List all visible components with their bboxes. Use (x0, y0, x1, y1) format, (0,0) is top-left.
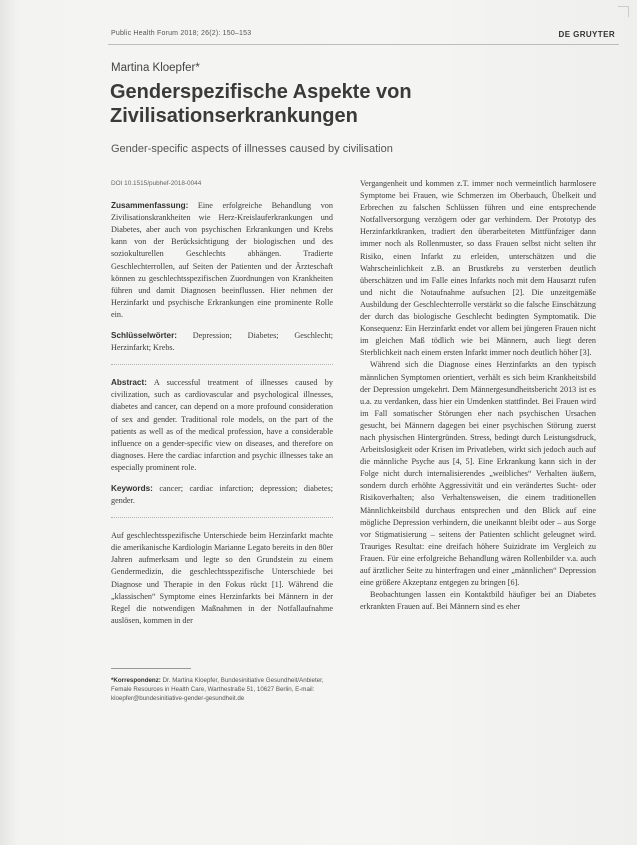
page-corner-mark (618, 6, 629, 17)
schluesselwoerter-text: Depression; Diabetes; Geschlecht; Herzinfarkt; Krebs. (111, 331, 333, 353)
publisher-logo: DE GRUYTER (558, 30, 615, 39)
footnote-rule (111, 668, 191, 669)
journal-citation: Public Health Forum 2018; 26(2): 150–153 (111, 30, 252, 37)
body-paragraph: Auf geschlechtsspezifische Unterschiede beim Herzinfarkt machte die amerikanische Kardiologin Marianne Legato bereits in den 80er Jahren aufmerksam und legte so den Grundstein zu einem Gendermedizin, die geschlechtsspezifische Unterschiede bei Diagnose und Therapie in den Fokus rückt [1]. Während die „klassischen“ Symptome eines Herzinfarkts bei Männern in der Regel die notwendigen Maßnahmen in der Notfallaufnahme auslösen, kommen in der (111, 531, 333, 625)
zusammenfassung-label: Zusammenfassung: (111, 201, 189, 211)
abstract-label: Abstract: (111, 378, 147, 388)
schluesselwoerter (111, 330, 333, 354)
doi: DOI 10.1515/pubhef-2018-0044 (111, 180, 202, 187)
section-divider (111, 364, 333, 365)
right-column (360, 178, 596, 613)
section-divider (111, 517, 333, 518)
footnote-text: Dr. Martina Kloepfer, Bundesinitiative Gesundheit/Anbieter, Female Resources in Health Care, Warthestraße 51, 10627 Berlin, E-mail: kloepfer@bundesinitiative-gender-gesundheit.de (111, 677, 324, 703)
abstract-text: A successful treatment of illnesses caused by civilization, such as cardiovascular and psychological illnesses, diabetes and cancer, can depend on a more profound consideration of sex and gender. Traditional role models, on the part of the patients as well as of the medical profession, have a considerable influence on a gender-specific view on diseases, and therefore on diagnoses. Here the cardiac infarction and psychic illnesses take an especially prominent role. (111, 378, 333, 472)
abstract (111, 377, 333, 474)
author-name: Martina Kloepfer* (111, 62, 200, 74)
zusammenfassung (111, 200, 333, 321)
body-paragraph: Beobachtungen lassen ein Kontaktbild häufiger bei an Diabetes erkrankten Frauen auf. Bei Männern sind es eher (360, 590, 596, 612)
body-paragraph: Vergangenheit und kommen z.T. immer noch vermeintlich harmlosere Symptome bei Frauen, wie Schmerzen im Oberbauch, Übelkeit und Erbrechen zu falschen Schlüssen führen und eine entsprechende Notfallversorgung verzögern oder gar verhindern. Der Prototyp des Herzinfarktkranken, tradiert den überarbeiteten Mittfünfziger dann immer noch als Rollenmuster, so dass Frauen selbst nicht selten ihr Risiko, einen Infarkt zu erleiden, unterschätzen und die Wahrscheinlichkeit z.B. an Brustkrebs zu versterben deutlich überschätzen und im Falle eines Infarkts noch mit dem Hausarzt rufen und nicht die Notaufnahme aufsuchen [2]. Die unzeitgemäße Ausbildung der Geschlechterrolle verstärkt so die falsche Einschätzung der durch das biologische Geschlecht bedingten Symptomatik. Die Konsequenz: Ein Herzinfarkt endet vor allem bei jüngeren Frauen nicht im gleichen Maß tödlich wie bei Männern, auch liegt deren Sterblichkeit nach einem ersten Infarkt immer noch deutlich höher [3]. (360, 179, 596, 358)
footnote-label: *Korrespondenz: (111, 677, 161, 684)
keywords (111, 483, 333, 507)
article-title: Genderspezifische Aspekte von Zivilisationserkrankungen (110, 81, 412, 127)
header-rule (108, 44, 619, 45)
keywords-text: cancer; cardiac infarction; depression; diabetes; gender. (111, 483, 333, 506)
article-subtitle: Gender-specific aspects of illnesses caused by civilisation (111, 143, 393, 155)
body-paragraph: Während sich die Diagnose eines Herzinfarkts an den typisch männlichen Symptomen orientiert, verhält es sich beim Krankheitsbild der Depression umgekehrt. Dem Männergesundheitsbericht 2013 ist es u.a. zu verdanken, dass hier ein Umdenken stattfindet. Bei Frauen wird im Fall somatischer Störungen eher nach psychischen Ursachen gesucht, bei Männern dagegen bei einer psychischen Störung zuerst nach physischen Hintergründen. Stress, bedingt durch Leistungsdruck, Arbeitslosigkeit oder Krisen im Privatleben, wirkt sich jedoch auch auf die männliche Psyche aus [4, 5]. Eine Erkrankung kann sich in der Folge nicht durch internalisierendes „weibliches“ Verhalten äußern, sondern durch erhöhte Aggressivität und ein verändertes Sucht- oder Risikoverhalten; also Verhaltensweisen, die einem traditionellen Männlichkeitsbild durchaus entsprechen und den Blick auf eine mögliche Depression verhindern, die uneikannt bleibt oder – aus Sorge vor Stigmatisierung – seitens der Patienten schlicht geleugnet wird. Trauriges Resultat: eine dreifach höhere Suizidrate im Vergleich zu Frauen. Für eine erfolgreiche Behandlung wären Rollenbilder v.a. auch auf ärztlicher Seite zu hinterfragen und einer „männlichen“ Depression eine größere Akzeptanz entgegen zu bringen [6]. (360, 360, 596, 588)
correspondence-footnote (111, 676, 333, 704)
schluesselwoerter-label: Schlüsselwörter: (111, 331, 177, 341)
keywords-label: Keywords: (111, 483, 153, 493)
left-column (111, 178, 333, 627)
zusammenfassung-text: Eine erfolgreiche Behandlung von Zivilisationskrankheiten wie Herz-Kreislauferkrankungen und Diabetes, aber auch von psychischen Erkrankungen und Krebs kann von der Berücksichtigung der biologischen und des soziokulturellen Geschlechts abhängen. Tradierte Geschlechterrollen, auf Seiten der Patienten und der Ärzteschaft können zu geschlechtsspezifischen Zuordnungen von Krankheiten führen und damit Diagnosen beeinflussen. Hier nehmen der Herzinfarkt und psychische Erkrankungen eine prominente Rolle ein. (111, 201, 333, 319)
